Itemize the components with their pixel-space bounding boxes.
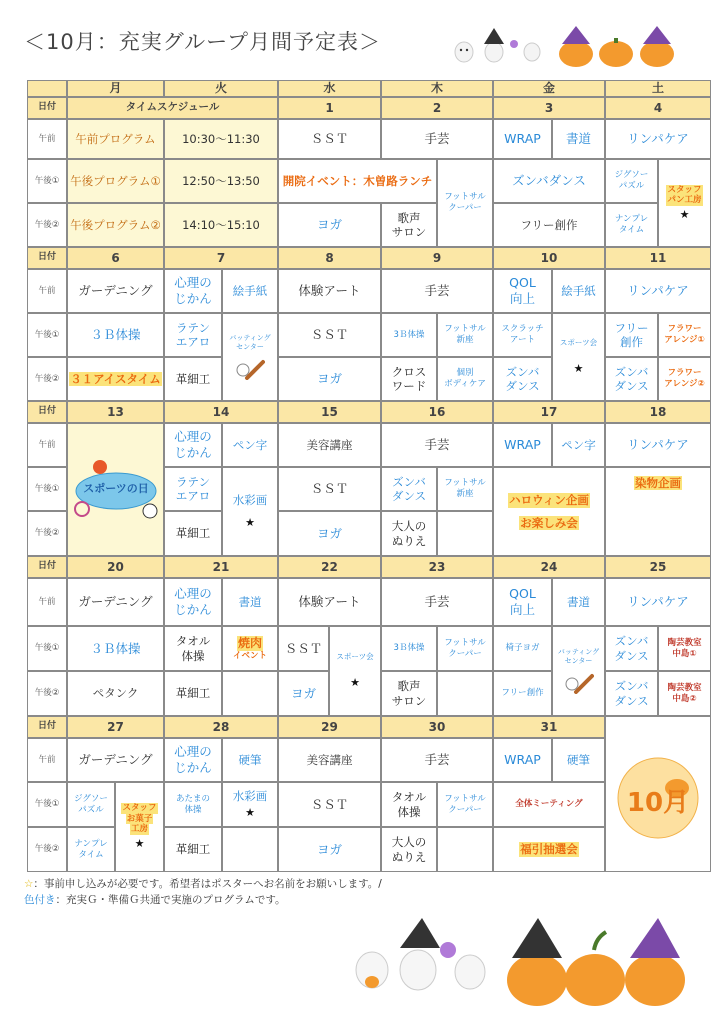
period-pm2: 午後② <box>27 671 67 716</box>
date-7: 7 <box>164 247 278 269</box>
date-8: 8 <box>278 247 381 269</box>
schedule-item: WRAP <box>493 423 552 467</box>
schedule-item: リンパケア <box>605 119 711 159</box>
date-1: 1 <box>278 97 381 119</box>
schedule-item: フットサル クーパー <box>437 782 493 827</box>
footer-note-1: ☆：事前申し込みが必要です。希望者はポスターへお名前をお願いします。/ <box>24 878 382 890</box>
schedule-item: ズンバ ダンス <box>381 467 437 511</box>
schedule-item: 歌声 サロン <box>381 203 437 247</box>
schedule-item: 書道 <box>222 578 278 626</box>
schedule-item: 椅子ヨガ <box>493 626 552 671</box>
schedule-item: フットサル クーパー <box>437 159 493 247</box>
date-3: 3 <box>493 97 605 119</box>
schedule-item: ジグソー パズル <box>67 782 115 827</box>
date-label: 日付 <box>27 97 67 119</box>
baseball-bat-icon <box>235 358 265 380</box>
schedule-item: 心理の じかん <box>164 269 222 313</box>
schedule-item: 体験アート <box>278 578 381 626</box>
schedule-item: ヨガ <box>278 671 329 716</box>
schedule-item: 書道 <box>552 578 605 626</box>
date-29: 29 <box>278 716 381 738</box>
period-am: 午前 <box>27 423 67 467</box>
schedule-item: 水彩画 ★ <box>222 467 278 556</box>
schedule-item: QOL 向上 <box>493 269 552 313</box>
schedule-item: 硬筆 <box>222 738 278 782</box>
schedule-item: ハロウィン企画 お楽しみ会 <box>493 467 605 556</box>
program-pm2-label: 午後プログラム② <box>67 203 164 247</box>
time-am: 10:30～11:30 <box>164 119 278 159</box>
schedule-item: 心理の じかん <box>164 578 222 626</box>
empty-cell <box>222 827 278 872</box>
date-18: 18 <box>605 401 711 423</box>
date-14: 14 <box>164 401 278 423</box>
date-label: 日付 <box>27 556 67 578</box>
schedule-item: 体験アート <box>278 269 381 313</box>
schedule-item: 美容講座 <box>278 738 381 782</box>
schedule-item: ＳＳＴ <box>278 119 381 159</box>
schedule-item: ラテン エアロ <box>164 313 222 357</box>
footer-note-2: 色付き：充実Ｇ・準備Ｇ共通で実施のプログラムです。 <box>24 894 286 906</box>
schedule-item: リンパケア <box>605 578 711 626</box>
schedule-item: あたまの 体操 <box>164 782 222 827</box>
date-10: 10 <box>493 247 605 269</box>
schedule-item: QOL 向上 <box>493 578 552 626</box>
schedule-item: ＳＳＴ <box>278 626 329 671</box>
empty-cell <box>222 671 278 716</box>
period-pm1: 午後① <box>27 467 67 511</box>
baseball-bat-icon <box>564 672 594 694</box>
empty-cell <box>437 827 493 872</box>
star-icon: ★ <box>245 515 255 529</box>
date-21: 21 <box>164 556 278 578</box>
date-label: 日付 <box>27 247 67 269</box>
star-icon: ★ <box>350 675 360 689</box>
schedule-item: ３Ｂ体操 <box>67 626 164 671</box>
schedule-item: ペタンク <box>67 671 164 716</box>
schedule-item: ガーデニング <box>67 738 164 782</box>
schedule-item: 硬筆 <box>552 738 605 782</box>
weekday-sat: 土 <box>605 80 711 97</box>
schedule-item: ヨガ <box>278 357 381 401</box>
schedule-item: ラテン エアロ <box>164 467 222 511</box>
header-corner <box>27 80 67 97</box>
star-icon: ★ <box>245 805 255 819</box>
schedule-item: 手芸 <box>381 738 493 782</box>
date-23: 23 <box>381 556 493 578</box>
schedule-item: 3Ｂ体操 <box>381 626 437 671</box>
program-pm1-label: 午後プログラム① <box>67 159 164 203</box>
schedule-item: タオル 体操 <box>164 626 222 671</box>
schedule-item: フラワー アレンジ② <box>658 357 711 401</box>
schedule-item: バッティング センター <box>222 313 278 401</box>
schedule-item: 陶芸教室 中島① <box>658 626 711 671</box>
schedule-item: ヨガ <box>278 827 381 872</box>
schedule-item: フリー創作 <box>493 671 552 716</box>
time-pm2: 14:10～15:10 <box>164 203 278 247</box>
weekday-wed: 水 <box>278 80 381 97</box>
schedule-item: 水彩画 ★ <box>222 782 278 827</box>
schedule-item: WRAP <box>493 119 552 159</box>
schedule-item: ジグソー パズル <box>605 159 658 203</box>
schedule-item: ガーデニング <box>67 269 164 313</box>
schedule-item: ズンバ ダンス <box>605 357 658 401</box>
schedule-item: ズンバダンス <box>493 159 605 203</box>
schedule-item: 歌声 サロン <box>381 671 437 716</box>
star-outline-icon: ☆ <box>24 878 34 890</box>
date-20: 20 <box>67 556 164 578</box>
weekday-thu: 木 <box>381 80 493 97</box>
schedule-item: クロス ワード <box>381 357 437 401</box>
date-24: 24 <box>493 556 605 578</box>
schedule-item: 心理の じかん <box>164 738 222 782</box>
schedule-item: バッティング センター <box>552 626 605 716</box>
period-am: 午前 <box>27 578 67 626</box>
program-am-label: 午前プログラム <box>67 119 164 159</box>
date-11: 11 <box>605 247 711 269</box>
page-title: ＜10月：充実グループ月間予定表＞ <box>24 30 382 54</box>
schedule-item: 絵手紙 <box>552 269 605 313</box>
schedule-item: タオル 体操 <box>381 782 437 827</box>
schedule-item: 個別 ボディケア <box>437 357 493 401</box>
schedule-item: フットサル 新座 <box>437 467 493 511</box>
monthly-schedule-table <box>27 80 711 872</box>
period-pm1: 午後① <box>27 313 67 357</box>
schedule-item: リンパケア <box>605 423 711 467</box>
date-25: 25 <box>605 556 711 578</box>
period-pm2: 午後② <box>27 827 67 872</box>
schedule-item: フットサル クーパー <box>437 626 493 671</box>
schedule-item: フットサル 新座 <box>437 313 493 357</box>
star-icon: ★ <box>573 361 584 375</box>
schedule-item: フリー 創作 <box>605 313 658 357</box>
empty-cell <box>437 511 493 556</box>
date-4: 4 <box>605 97 711 119</box>
schedule-item: ズンバ ダンス <box>605 626 658 671</box>
period-pm2: 午後② <box>27 357 67 401</box>
star-icon: ★ <box>679 207 690 221</box>
schedule-item: ３Ｂ体操 <box>67 313 164 357</box>
timetable-heading: タイムスケジュール <box>67 97 278 119</box>
schedule-item: ヨガ <box>278 203 381 247</box>
period-am: 午前 <box>27 738 67 782</box>
schedule-item: 陶芸教室 中島② <box>658 671 711 716</box>
date-2: 2 <box>381 97 493 119</box>
weekday-tue: 火 <box>164 80 278 97</box>
schedule-item: ３１アイスタイム <box>67 357 164 401</box>
schedule-item: 大人の ぬりえ <box>381 827 437 872</box>
date-6: 6 <box>67 247 164 269</box>
time-pm1: 12:50～13:50 <box>164 159 278 203</box>
date-27: 27 <box>67 716 164 738</box>
schedule-item: ナンプレ タイム <box>67 827 115 872</box>
period-pm1: 午後① <box>27 159 67 203</box>
period-am: 午前 <box>27 119 67 159</box>
schedule-item: 焼肉 イベント <box>222 626 278 671</box>
schedule-item: フリー創作 <box>493 203 605 247</box>
schedule-item: ナンプレ タイム <box>605 203 658 247</box>
period-pm2: 午後② <box>27 511 67 556</box>
schedule-item: ガーデニング <box>67 578 164 626</box>
schedule-item: 手芸 <box>381 423 493 467</box>
schedule-item: ペン字 <box>222 423 278 467</box>
date-label: 日付 <box>27 401 67 423</box>
schedule-item: スポーツ会 ★ <box>552 313 605 401</box>
schedule-item: 手芸 <box>381 269 493 313</box>
empty-cell <box>437 671 493 716</box>
schedule-item: ＳＳＴ <box>278 782 381 827</box>
schedule-item: 手芸 <box>381 119 493 159</box>
period-pm2: 午後② <box>27 203 67 247</box>
schedule-item: スポーツ会 ★ <box>329 626 381 716</box>
schedule-item: リンパケア <box>605 269 711 313</box>
schedule-item: 革細工 <box>164 671 222 716</box>
schedule-item: ヨガ <box>278 511 381 556</box>
date-label: 日付 <box>27 716 67 738</box>
period-am: 午前 <box>27 269 67 313</box>
schedule-item: 書道 <box>552 119 605 159</box>
date-30: 30 <box>381 716 493 738</box>
october-badge-label: 10月 <box>626 788 690 818</box>
schedule-item: 革細工 <box>164 827 222 872</box>
schedule-item: ペン字 <box>552 423 605 467</box>
schedule-item: 絵手紙 <box>222 269 278 313</box>
schedule-item: 開院イベント：木曽路ランチ <box>278 159 437 203</box>
schedule-item: フラワー アレンジ① <box>658 313 711 357</box>
sports-day-label: スポーツの日 <box>83 482 149 495</box>
date-13: 13 <box>67 401 164 423</box>
schedule-item: 革細工 <box>164 357 222 401</box>
weekday-mon: 月 <box>67 80 164 97</box>
schedule-item: 革細工 <box>164 511 222 556</box>
date-22: 22 <box>278 556 381 578</box>
date-31: 31 <box>493 716 605 738</box>
star-icon: ★ <box>134 837 145 851</box>
period-pm1: 午後① <box>27 782 67 827</box>
period-pm1: 午後① <box>27 626 67 671</box>
schedule-item: スタッフ パン工房 ★ <box>658 159 711 247</box>
schedule-item: 全体ミーティング <box>493 782 605 827</box>
date-28: 28 <box>164 716 278 738</box>
date-9: 9 <box>381 247 493 269</box>
halloween-decoration-icon <box>350 910 700 1010</box>
schedule-item: 大人の ぬりえ <box>381 511 437 556</box>
schedule-item: 福引抽選会 <box>493 827 605 872</box>
schedule-item: WRAP <box>493 738 552 782</box>
date-17: 17 <box>493 401 605 423</box>
schedule-item: 染物企画 <box>605 467 711 556</box>
schedule-item: スタッフ お菓子 工房 ★ <box>115 782 164 872</box>
schedule-item: スクラッチ アート <box>493 313 552 357</box>
schedule-item: 美容講座 <box>278 423 381 467</box>
schedule-item: ＳＳＴ <box>278 467 381 511</box>
schedule-item: ズンバ ダンス <box>493 357 552 401</box>
weekday-fri: 金 <box>493 80 605 97</box>
schedule-item: 3Ｂ体操 <box>381 313 437 357</box>
schedule-item: 心理の じかん <box>164 423 222 467</box>
schedule-item: ズンバ ダンス <box>605 671 658 716</box>
date-16: 16 <box>381 401 493 423</box>
halloween-decoration-icon <box>452 24 682 68</box>
schedule-item: ＳＳＴ <box>278 313 381 357</box>
schedule-item: 手芸 <box>381 578 493 626</box>
date-15: 15 <box>278 401 381 423</box>
